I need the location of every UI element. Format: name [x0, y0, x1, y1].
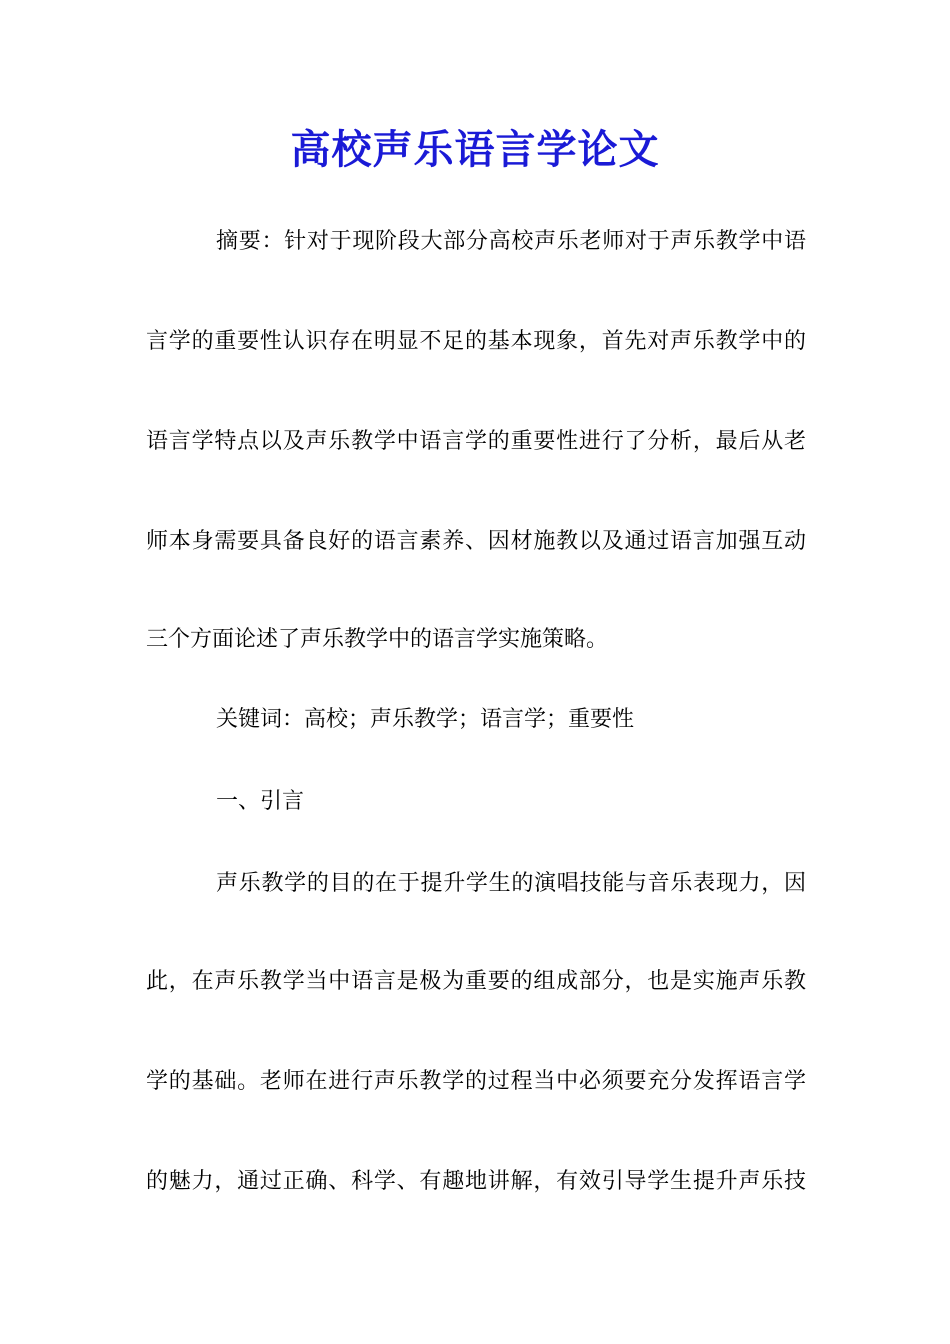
body-line-4: 的魅力，通过正确、科学、有趣地讲解，有效引导学生提升声乐技: [146, 1169, 806, 1194]
section-heading-introduction: 一、引言: [216, 789, 305, 814]
document-title: 高校声乐语言学论文: [290, 126, 660, 173]
abstract-line-3: 语言学特点以及声乐教学中语言学的重要性进行了分析，最后从老: [146, 429, 806, 454]
abstract-line-2: 言学的重要性认识存在明显不足的基本现象，首先对声乐教学中的: [146, 329, 806, 354]
body-line-1: 声乐教学的目的在于提升学生的演唱技能与音乐表现力，因: [216, 871, 806, 896]
body-line-2: 此，在声乐教学当中语言是极为重要的组成部分，也是实施声乐教: [146, 969, 806, 994]
abstract-line-5: 三个方面论述了声乐教学中的语言学实施策略。: [146, 627, 609, 652]
abstract-line-4: 师本身需要具备良好的语言素养、因材施教以及通过语言加强互动: [146, 529, 806, 554]
keywords-line: 关键词：高校；声乐教学；语言学；重要性: [216, 707, 635, 732]
body-line-3: 学的基础。老师在进行声乐教学的过程当中必须要充分发挥语言学: [146, 1069, 806, 1094]
abstract-line-1: 摘要：针对于现阶段大部分高校声乐老师对于声乐教学中语: [216, 229, 806, 254]
